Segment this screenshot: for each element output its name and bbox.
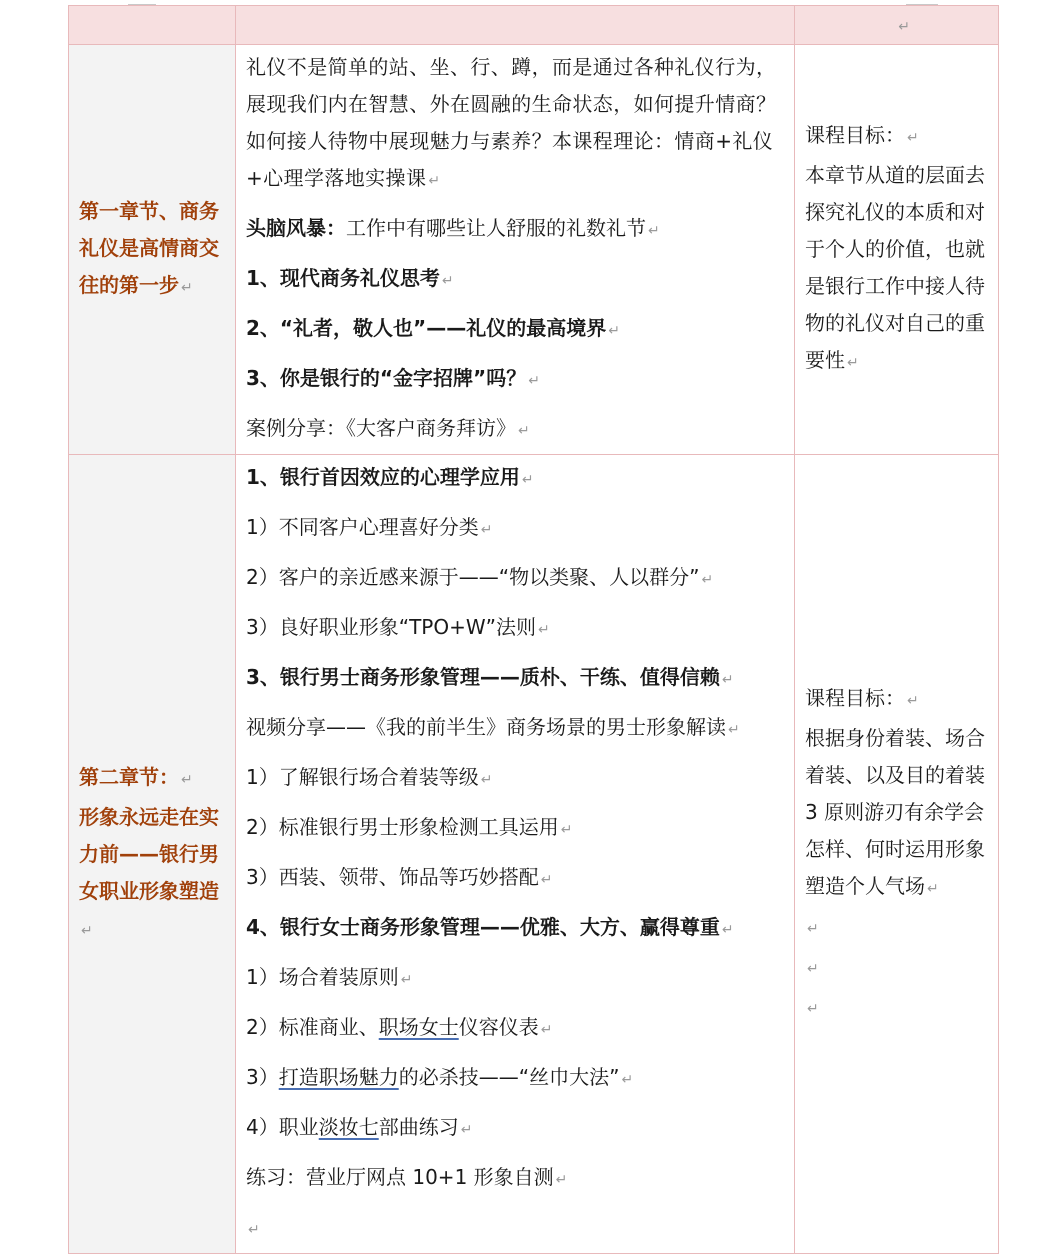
paragraph-mark-icon: ↵ <box>555 1172 568 1188</box>
paragraph-mark-icon: ↵ <box>721 672 734 688</box>
chapter-2-item: 2）客户的亲近感来源于——“物以类聚、人以群分” ↵ <box>246 565 714 589</box>
chapter-1-point-1: 1、现代商务礼仪思考 ↵ <box>246 266 454 290</box>
chapter-2-heading-1: 1、银行首因效应的心理学应用 ↵ <box>246 465 534 489</box>
paragraph-mark-icon: ↵ <box>480 772 493 788</box>
chapter-2-item: 3）西装、领带、饰品等巧妙搭配 ↵ <box>246 865 553 889</box>
paragraph-mark-icon: ↵ <box>648 223 660 239</box>
chapter-1-title-cell[interactable] <box>69 45 236 455</box>
paragraph-mark-icon: ↵ <box>728 722 740 738</box>
chapter-1-goal-label: 课程目标： ↵ <box>805 123 919 147</box>
paragraph-mark-icon: ↵ <box>480 522 493 538</box>
chapter-2-item: 1）不同客户心理喜好分类 ↵ <box>246 515 493 539</box>
chapter-2-item: 4）职业淡妆七部曲练习 ↵ <box>246 1115 473 1139</box>
chapter-2-exercise: 练习：营业厅网点 10+1 形象自测 ↵ <box>246 1165 568 1189</box>
course-outline-table <box>68 5 999 1254</box>
header-cell-goal[interactable] <box>795 6 999 45</box>
chapter-2-item: 2）标准商业、职场女士仪容仪表 ↵ <box>246 1015 553 1039</box>
chapter-2-heading-3: 3、银行男士商务形象管理——质朴、干练、值得信赖 ↵ <box>246 665 734 689</box>
paragraph-mark-icon: ↵ <box>540 872 553 888</box>
paragraph-mark-icon: ↵ <box>807 1001 819 1017</box>
chapter-2-item: 3）良好职业形象“TPO+W”法则 ↵ <box>246 615 550 639</box>
paragraph-mark-icon: ↵ <box>907 130 919 146</box>
chapter-2-item: 3）打造职场魅力的必杀技——“丝巾大法” ↵ <box>246 1065 634 1089</box>
chapter-2-title-cell[interactable] <box>69 455 236 1254</box>
paragraph-mark-icon: ↵ <box>898 18 910 35</box>
chapter-1-row <box>69 45 999 455</box>
chapter-2-row <box>69 455 999 1254</box>
chapter-2-goal-text: 根据身份着装、场合着装、以及目的着装 3 原则游刃有余学会怎样、何时运用形象塑造个人气场 ↵ <box>805 726 985 898</box>
chapter-2-content-cell[interactable] <box>236 455 795 1254</box>
paragraph-mark-icon: ↵ <box>540 1022 553 1038</box>
chapter-2-item: 1）场合着装原则 ↵ <box>246 965 413 989</box>
chapter-1-brainstorm: 头脑风暴：工作中有哪些让人舒服的礼数礼节 ↵ <box>246 216 660 240</box>
chapter-1-goal-cell[interactable] <box>795 45 999 455</box>
chapter-1-point-2: 2、“礼者，敬人也”——礼仪的最高境界 ↵ <box>246 316 620 340</box>
paragraph-mark-icon: ↵ <box>460 1122 473 1138</box>
empty-paragraph <box>805 988 990 1028</box>
chapter-2-goal-cell[interactable] <box>795 455 999 1254</box>
empty-paragraph <box>246 1209 786 1249</box>
paragraph-mark-icon: ↵ <box>248 1222 260 1238</box>
paragraph-mark-icon: ↵ <box>528 373 540 389</box>
paragraph-mark-icon: ↵ <box>441 273 454 289</box>
paragraph-mark-icon: ↵ <box>521 472 534 488</box>
paragraph-mark-icon: ↵ <box>907 693 919 709</box>
chapter-1-intro: 礼仪不是简单的站、坐、行、蹲，而是通过各种礼仪行为，展现我们内在智慧、外在圆融的生命状态，如何提升情商？如何接人待物中展现魅力与素养？本课程理论：情商+礼仪+心理学落地实操课 ↵ <box>246 55 777 190</box>
paragraph-mark-icon: ↵ <box>181 771 193 788</box>
chapter-1-title: 第一章节、商务礼仪是高情商交往的第一步 ↵ <box>79 198 219 297</box>
chapter-2-heading-4: 4、银行女士商务形象管理——优雅、大方、赢得尊重 ↵ <box>246 915 734 939</box>
empty-paragraph <box>805 948 990 988</box>
paragraph-mark-icon: ↵ <box>81 922 93 939</box>
paragraph-mark-icon: ↵ <box>927 881 939 897</box>
paragraph-mark-icon: ↵ <box>807 921 819 937</box>
chapter-2-item: 1）了解银行场合着装等级 ↵ <box>246 765 493 789</box>
paragraph-mark-icon: ↵ <box>807 961 819 977</box>
paragraph-mark-icon: ↵ <box>701 572 714 588</box>
paragraph-mark-icon: ↵ <box>538 622 550 638</box>
chapter-2-video: 视频分享——《我的前半生》商务场景的男士形象解读 ↵ <box>246 715 740 739</box>
paragraph-mark-icon: ↵ <box>518 423 530 439</box>
header-cell-chapter[interactable] <box>69 6 236 45</box>
chapter-2-title: 第二章节： ↵ 形象永远走在实力前——银行男女职业形象塑造↵ <box>79 764 219 939</box>
paragraph-mark-icon: ↵ <box>621 1072 634 1088</box>
chapter-2-goal-label: 课程目标： ↵ <box>805 686 919 710</box>
paragraph-mark-icon: ↵ <box>721 922 734 938</box>
paragraph-mark-icon: ↵ <box>560 822 573 838</box>
paragraph-mark-icon: ↵ <box>608 323 620 339</box>
chapter-1-point-3: 3、你是银行的“金字招牌”吗？ ↵ <box>246 366 540 390</box>
paragraph-mark-icon: ↵ <box>400 972 413 988</box>
chapter-1-goal-text: 本章节从道的层面去探究礼仪的本质和对于个人的价值，也就是银行工作中接人待物的礼仪对自己的重要性 ↵ <box>805 163 985 372</box>
paragraph-mark-icon: ↵ <box>428 173 441 189</box>
header-cell-content[interactable] <box>236 6 795 45</box>
chapter-2-item: 2）标准银行男士形象检测工具运用 ↵ <box>246 815 573 839</box>
chapter-1-case: 案例分享：《大客户商务拜访》 ↵ <box>246 416 530 440</box>
paragraph-mark-icon: ↵ <box>181 279 193 296</box>
table-header-row <box>69 6 999 45</box>
chapter-1-content-cell[interactable] <box>236 45 795 455</box>
empty-paragraph <box>805 908 990 948</box>
paragraph-mark-icon: ↵ <box>847 355 859 371</box>
